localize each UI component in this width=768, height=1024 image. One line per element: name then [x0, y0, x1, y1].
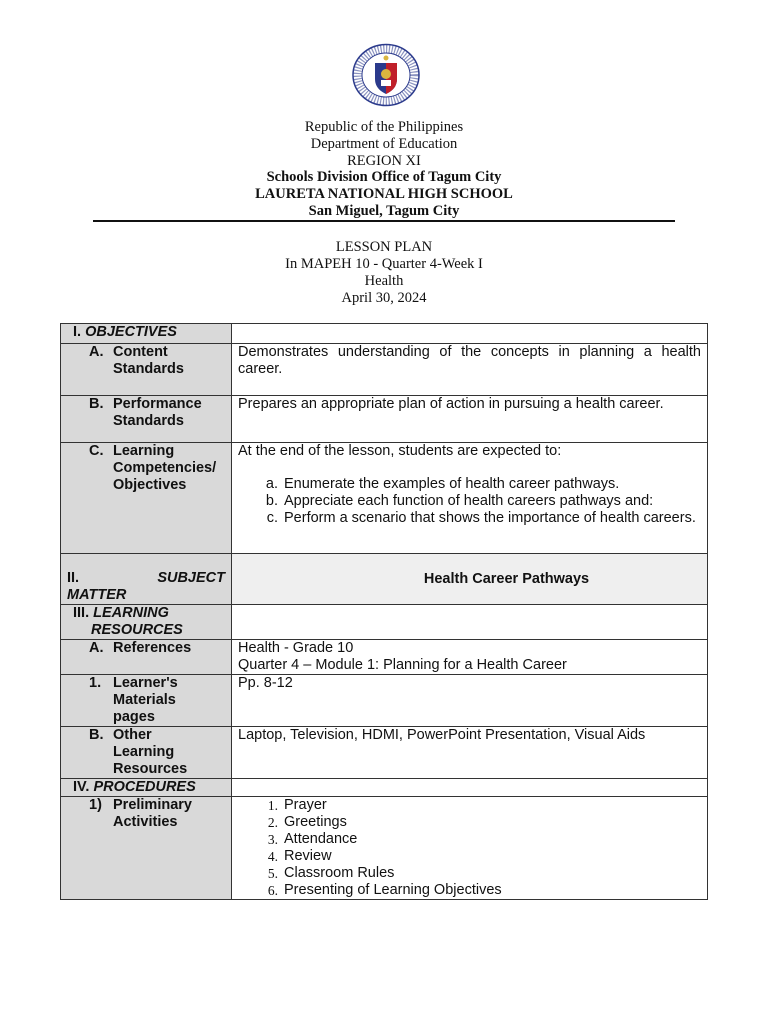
content-standards-label: A. Content Standards: [61, 344, 232, 396]
subject-matter-value: Health Career Pathways: [232, 554, 708, 605]
learners-materials-value: Pp. 8-12: [232, 675, 708, 727]
competencies-intro: At the end of the lesson, students are expected to:: [238, 443, 562, 459]
row-subject-matter: [61, 554, 708, 605]
learning-resources-label: III. LEARNING RESOURCES: [61, 605, 232, 640]
row-objectives: [61, 324, 708, 344]
header-address: San Miguel, Tagum City: [308, 202, 460, 219]
title-subject-quarter: In MAPEH 10 - Quarter 4-Week I: [285, 256, 483, 272]
list-item: 2. Greetings: [267, 814, 347, 830]
list-item: b. Appreciate each function of health careers pathways and:: [265, 493, 654, 509]
list-item: 1. Prayer: [267, 797, 327, 813]
preliminary-activities-value: [232, 797, 708, 900]
list-item: 6. Presenting of Learning Objectives: [267, 882, 502, 898]
objectives-label: I. OBJECTIVES: [61, 324, 232, 344]
lesson-plan-title: [0, 239, 768, 307]
row-performance-standards: [61, 396, 708, 443]
learners-materials-label: 1. Learner's Materials pages: [61, 675, 232, 727]
learning-competencies-value: [232, 443, 708, 554]
row-learning-competencies: [61, 443, 708, 554]
preliminary-activities-label: 1) Preliminary Activities: [61, 797, 232, 900]
other-resources-label: B. Other Learning Resources: [61, 727, 232, 779]
list-item: 5. Classroom Rules: [267, 865, 395, 881]
subject-matter-label: II. SUBJECT MATTER: [61, 554, 232, 605]
row-learners-materials: [61, 675, 708, 727]
row-procedures: [61, 779, 708, 797]
list-item: 3. Attendance: [267, 831, 358, 847]
references-label: A. References: [61, 640, 232, 675]
school-header: [0, 119, 768, 220]
title-date: April 30, 2024: [341, 290, 427, 306]
title-component: Health: [364, 273, 404, 289]
row-learning-resources: [61, 605, 708, 640]
title-lesson-plan: LESSON PLAN: [335, 239, 433, 255]
lesson-plan-table: [60, 323, 708, 900]
header-region: REGION XI: [347, 152, 421, 169]
header-republic: Republic of the Philippines: [304, 119, 464, 135]
row-preliminary-activities: [61, 797, 708, 900]
other-resources-value: Laptop, Television, HDMI, PowerPoint Presentation, Visual Aids: [232, 727, 708, 779]
deped-seal-logo: [351, 43, 421, 107]
header-department: Department of Education: [310, 135, 458, 152]
row-other-resources: [61, 727, 708, 779]
performance-standards-value: Prepares an appropriate plan of action in pursuing a health career.: [232, 396, 708, 443]
procedures-label: IV. PROCEDURES: [61, 779, 232, 797]
list-item: c. Perform a scenario that shows the importance of health careers.: [266, 510, 696, 526]
list-item: 4. Review: [267, 848, 332, 864]
references-value: Health - Grade 10 Quarter 4 – Module 1: Planning for a Health Career: [232, 640, 708, 675]
learning-competencies-label: C. Learning Competencies/ Objectives: [61, 443, 232, 554]
performance-standards-label: B. Performance Standards: [61, 396, 232, 443]
header-divider: [93, 220, 675, 222]
header-division: Schools Division Office of Tagum City: [266, 169, 502, 186]
row-references: [61, 640, 708, 675]
content-standards-value: Demonstrates understanding of the concepts in planning a health career.: [232, 344, 708, 396]
list-item: a. Enumerate the examples of health career pathways.: [265, 476, 620, 492]
header-school-name: LAURETA NATIONAL HIGH SCHOOL: [255, 186, 513, 203]
row-content-standards: [61, 344, 708, 396]
